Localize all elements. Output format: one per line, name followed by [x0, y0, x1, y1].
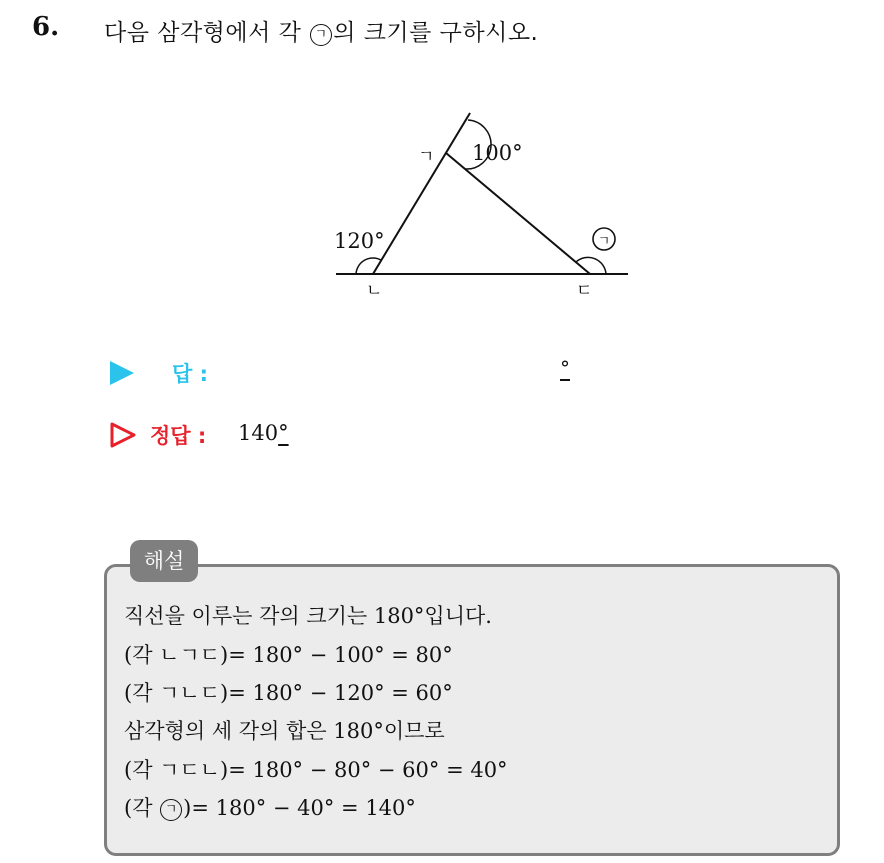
- answer-unit: °: [560, 356, 570, 380]
- explanation-line-6-prefix: (각: [124, 796, 160, 820]
- vertex-top-label: ㄱ: [418, 147, 435, 167]
- question-text-after: 의 크기를 구하시오.: [333, 20, 539, 46]
- question-number: 6.: [32, 12, 60, 42]
- side-left-extended: [373, 113, 470, 274]
- unknown-marker-label: ㄱ: [597, 234, 611, 249]
- angle-120-label: 120°: [334, 229, 385, 253]
- explanation-line-5: (각 ㄱㄷㄴ)= 180° − 80° − 60° = 40°: [124, 758, 508, 782]
- explanation-tab: 해설: [130, 540, 198, 582]
- side-right: [446, 153, 590, 274]
- explanation-line-3: (각 ㄱㄴㄷ)= 180° − 120° = 60°: [124, 681, 453, 705]
- explanation-line-6: [124, 792, 416, 822]
- question-text: [104, 14, 538, 47]
- explanation-line-1: 직선을 이루는 각의 크기는 180°입니다.: [124, 604, 492, 628]
- explanation-line-2: (각 ㄴㄱㄷ)= 180° − 100° = 80°: [124, 643, 453, 667]
- correct-value-wrap: [238, 421, 289, 445]
- correct-label: 정답 :: [150, 424, 207, 448]
- outline-arrow-icon: [110, 422, 136, 448]
- answer-label: 답 :: [172, 362, 208, 386]
- angle-100-label: 100°: [472, 141, 523, 165]
- vertex-left-label: ㄴ: [366, 281, 383, 300]
- explanation-line-6-suffix: )= 180° − 40° = 140°: [183, 796, 416, 820]
- circled-marker-explanation: ㄱ: [160, 799, 182, 821]
- question-text-before: 다음 삼각형에서 각: [104, 20, 310, 46]
- vertex-right-label: ㄷ: [576, 281, 593, 300]
- circled-marker: ㄱ: [310, 24, 332, 46]
- triangle-figure: [300, 100, 640, 300]
- correct-unit: °: [278, 421, 289, 445]
- explanation-line-4: 삼각형의 세 각의 합은 180°이므로: [124, 719, 445, 743]
- correct-value: 140: [238, 421, 279, 445]
- play-arrow-icon: [110, 361, 134, 385]
